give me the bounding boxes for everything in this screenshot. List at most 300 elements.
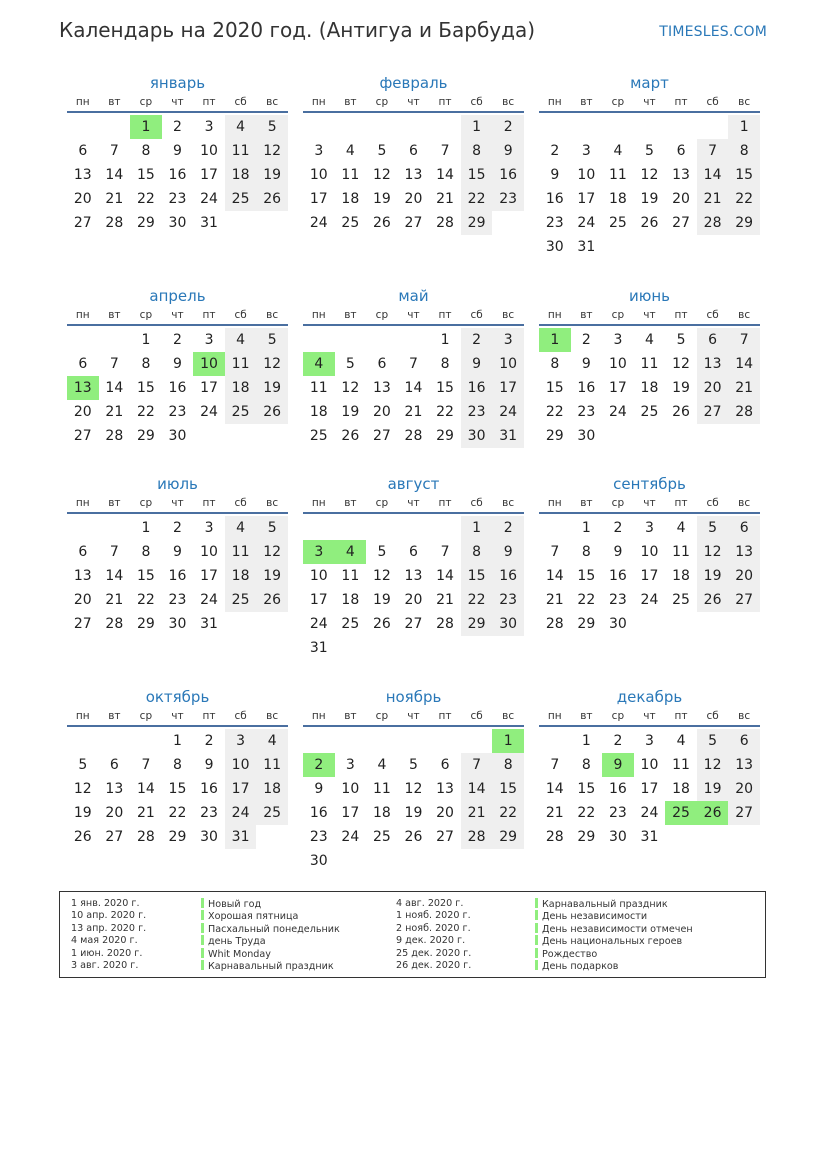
day-cell: 18 [225, 376, 257, 400]
day-cell: 9 [492, 139, 524, 163]
legend-date: 10 апр. 2020 г. [71, 910, 147, 922]
day-cell: 24 [640, 805, 659, 821]
day-cell: 20 [672, 191, 690, 207]
empty-cell [99, 516, 131, 540]
weekday-header [67, 495, 288, 514]
day-cell: 19 [372, 592, 391, 608]
weekday-label: ср [139, 309, 153, 321]
weekday-label: сб [234, 497, 247, 509]
legend-holiday [201, 898, 340, 910]
month-name: июнь [628, 287, 671, 305]
legend-date: 3 авг. 2020 г. [71, 959, 139, 971]
day-cell: 20 [73, 191, 92, 207]
weekday-label: ср [375, 497, 389, 509]
day-cell: 12 [372, 568, 391, 584]
day-cell: 12 [640, 167, 659, 183]
weekday-label: ср [611, 710, 625, 722]
day-cell: 23 [492, 187, 524, 211]
day-cell: 2 [492, 115, 524, 139]
weekday-label: сб [706, 497, 719, 509]
day-cell: 9 [314, 781, 324, 797]
weekday-label: пт [438, 96, 452, 108]
empty-cell [303, 516, 335, 540]
day-cell: 29 [461, 211, 493, 235]
day-cell: 16 [577, 380, 596, 396]
day-cell: 26 [372, 616, 391, 632]
holiday-marker [535, 960, 538, 970]
day-cell: 4 [377, 757, 387, 773]
day-cell: 11 [672, 757, 690, 773]
weekday-label: ср [139, 497, 153, 509]
weekday-header [539, 94, 760, 113]
month-6 [67, 473, 288, 636]
weekday-label: ср [611, 309, 625, 321]
day-cell: 8 [173, 757, 182, 773]
day-cell: 29 [136, 428, 155, 444]
weekday-label: ср [611, 96, 625, 108]
day-cell: 7 [440, 143, 450, 159]
day-cell: 8 [581, 544, 591, 560]
day-cell: 29 [577, 829, 596, 845]
legend-holiday [535, 935, 693, 947]
empty-cell [571, 115, 603, 139]
day-cell: 29 [436, 428, 454, 444]
day-cell: 3 [645, 733, 654, 749]
day-cell: 11 [608, 167, 627, 183]
weekday-label: пт [202, 96, 216, 108]
day-cell: 10 [341, 781, 360, 797]
weekday-label: ср [375, 710, 389, 722]
day-cell: 17 [608, 380, 627, 396]
day-cell: 22 [461, 588, 493, 612]
day-cell: 22 [136, 404, 155, 420]
day-cell: 9 [492, 540, 524, 564]
weekday-label: пт [202, 497, 216, 509]
holiday-day: 9 [602, 753, 634, 777]
day-cell: 6 [78, 356, 88, 372]
day-cell: 10 [309, 568, 328, 584]
empty-cell [67, 729, 99, 753]
weekday-label: вт [108, 309, 121, 321]
day-cell: 22 [545, 404, 564, 420]
day-cell: 13 [436, 781, 454, 797]
weekday-label: чт [171, 497, 184, 509]
day-cell: 21 [436, 592, 454, 608]
day-cell: 20 [404, 592, 423, 608]
day-cell: 27 [672, 215, 690, 231]
day-cell: 7 [550, 757, 560, 773]
holiday-day: 10 [193, 352, 225, 376]
day-cell: 30 [309, 853, 328, 869]
weekday-label: вт [580, 309, 593, 321]
day-cell: 18 [672, 568, 690, 584]
page-title: Календарь на 2020 год. (Антигуа и Барбуда) [59, 18, 536, 42]
day-cell: 21 [697, 187, 729, 211]
day-cell: 21 [136, 805, 155, 821]
day-cell: 3 [225, 729, 257, 753]
day-cell: 25 [341, 616, 360, 632]
weekday-label: чт [171, 96, 184, 108]
empty-cell [602, 115, 634, 139]
day-cell: 24 [225, 801, 257, 825]
site-link[interactable]: TIMESLES.COM [659, 24, 767, 40]
legend-holiday-name: День независимости [542, 911, 648, 923]
day-cell: 10 [200, 544, 218, 560]
day-cell: 31 [200, 215, 218, 231]
legend-holiday-name: день Труда [208, 936, 266, 948]
day-cell: 14 [545, 568, 564, 584]
holiday-day: 4 [303, 352, 335, 376]
day-cell: 14 [105, 167, 124, 183]
day-cell: 25 [341, 215, 360, 231]
day-cell: 29 [136, 616, 155, 632]
days-grid [539, 115, 760, 259]
day-cell: 11 [256, 753, 288, 777]
day-cell: 27 [728, 801, 760, 825]
empty-cell [366, 328, 398, 352]
day-cell: 6 [109, 757, 119, 773]
day-cell: 7 [461, 753, 493, 777]
day-cell: 19 [256, 376, 288, 400]
day-cell: 26 [404, 829, 423, 845]
weekday-label: вт [108, 710, 121, 722]
day-cell: 25 [225, 187, 257, 211]
day-cell: 7 [550, 544, 560, 560]
weekday-label: сб [470, 309, 483, 321]
legend-holiday [201, 935, 340, 947]
weekday-label: пн [547, 497, 562, 509]
day-cell: 28 [461, 825, 493, 849]
weekday-label: вс [738, 710, 751, 722]
day-cell: 25 [309, 428, 328, 444]
day-cell: 20 [728, 564, 760, 588]
day-cell: 19 [404, 805, 423, 821]
day-cell: 17 [577, 191, 596, 207]
legend-right-dates [396, 898, 471, 972]
weekday-label: ср [611, 497, 625, 509]
empty-cell [99, 729, 131, 753]
days-grid [303, 516, 524, 660]
legend-holiday [535, 923, 693, 935]
weekday-label: сб [234, 96, 247, 108]
day-cell: 30 [461, 424, 493, 448]
empty-cell [130, 729, 162, 753]
day-cell: 2 [461, 328, 493, 352]
weekday-label: пт [438, 309, 452, 321]
weekday-label: сб [706, 309, 719, 321]
day-cell: 14 [461, 777, 493, 801]
day-cell: 5 [377, 143, 387, 159]
weekday-label: чт [407, 96, 420, 108]
empty-cell [366, 115, 398, 139]
day-cell: 3 [581, 143, 591, 159]
weekday-label: пт [202, 309, 216, 321]
legend-holiday [201, 910, 340, 922]
legend-holiday [535, 960, 693, 972]
day-cell: 11 [225, 540, 257, 564]
day-cell: 14 [105, 380, 124, 396]
day-cell: 19 [640, 191, 659, 207]
weekday-header [67, 307, 288, 326]
day-cell: 29 [545, 428, 564, 444]
weekday-label: пн [75, 309, 90, 321]
day-cell: 17 [309, 191, 328, 207]
day-cell: 2 [613, 733, 623, 749]
day-cell: 1 [461, 516, 493, 540]
holiday-marker [201, 948, 204, 958]
weekday-label: пн [547, 710, 562, 722]
day-cell: 21 [461, 801, 493, 825]
day-cell: 8 [461, 139, 493, 163]
weekday-label: вс [502, 497, 515, 509]
day-cell: 17 [309, 592, 328, 608]
day-cell: 1 [581, 733, 591, 749]
day-cell: 5 [345, 356, 355, 372]
day-cell: 25 [640, 404, 659, 420]
day-cell: 18 [672, 781, 690, 797]
day-cell: 20 [697, 376, 729, 400]
day-cell: 19 [697, 564, 729, 588]
weekday-label: сб [706, 96, 719, 108]
day-cell: 12 [256, 540, 288, 564]
day-cell: 24 [341, 829, 360, 845]
day-cell: 27 [404, 616, 423, 632]
weekday-label: сб [470, 96, 483, 108]
day-cell: 28 [545, 616, 564, 632]
day-cell: 21 [404, 404, 423, 420]
day-cell: 15 [436, 380, 454, 396]
day-cell: 2 [173, 332, 182, 348]
weekday-header [67, 708, 288, 727]
day-cell: 31 [200, 616, 218, 632]
weekday-label: чт [407, 497, 420, 509]
day-cell: 5 [256, 115, 288, 139]
days-grid [539, 328, 760, 448]
weekday-label: вт [580, 96, 593, 108]
empty-cell [398, 516, 430, 540]
day-cell: 6 [697, 328, 729, 352]
holiday-marker [201, 935, 204, 945]
day-cell: 9 [613, 544, 623, 560]
day-cell: 10 [225, 753, 257, 777]
day-cell: 6 [78, 143, 88, 159]
day-cell: 27 [436, 829, 454, 845]
day-cell: 2 [550, 143, 560, 159]
day-cell: 14 [136, 781, 155, 797]
day-cell: 1 [173, 733, 182, 749]
day-cell: 29 [728, 211, 760, 235]
day-cell: 11 [225, 139, 257, 163]
weekday-label: вт [344, 309, 357, 321]
empty-cell [303, 115, 335, 139]
day-cell: 15 [577, 568, 596, 584]
empty-cell [335, 115, 367, 139]
holiday-marker [535, 910, 538, 920]
weekday-label: вт [108, 497, 121, 509]
day-cell: 15 [461, 564, 493, 588]
day-cell: 8 [141, 356, 151, 372]
weekday-label: чт [171, 309, 184, 321]
day-cell: 18 [225, 163, 257, 187]
weekday-label: вс [738, 309, 751, 321]
day-cell: 26 [372, 215, 391, 231]
empty-cell [429, 516, 461, 540]
day-cell: 4 [676, 520, 686, 536]
day-cell: 20 [436, 805, 454, 821]
day-cell: 5 [409, 757, 418, 773]
day-cell: 8 [461, 540, 493, 564]
day-cell: 16 [461, 376, 493, 400]
weekday-label: пт [674, 309, 688, 321]
day-cell: 15 [577, 781, 596, 797]
empty-cell [665, 115, 697, 139]
day-cell: 28 [697, 211, 729, 235]
empty-cell [335, 729, 367, 753]
holiday-marker [201, 910, 204, 920]
day-cell: 7 [409, 356, 418, 372]
day-cell: 14 [436, 167, 454, 183]
day-cell: 10 [492, 352, 524, 376]
weekday-header [303, 307, 524, 326]
weekday-label: вс [738, 497, 751, 509]
weekday-label: вт [108, 96, 121, 108]
weekday-label: чт [407, 710, 420, 722]
day-cell: 16 [545, 191, 564, 207]
weekday-label: вс [266, 96, 279, 108]
day-cell: 11 [672, 544, 690, 560]
day-cell: 30 [608, 616, 627, 632]
weekday-label: пн [311, 309, 326, 321]
weekday-label: пт [674, 497, 688, 509]
day-cell: 9 [173, 143, 182, 159]
weekday-label: вт [580, 497, 593, 509]
day-cell: 24 [577, 215, 596, 231]
holiday-day: 1 [539, 328, 571, 352]
day-cell: 21 [105, 191, 124, 207]
day-cell: 21 [105, 404, 124, 420]
legend-left-names [201, 898, 340, 972]
day-cell: 19 [73, 805, 92, 821]
day-cell: 5 [697, 516, 729, 540]
holiday-marker [535, 948, 538, 958]
weekday-header [539, 708, 760, 727]
empty-cell [335, 516, 367, 540]
month-name: ноябрь [385, 688, 442, 706]
weekday-label: вс [502, 309, 515, 321]
day-cell: 1 [461, 115, 493, 139]
weekday-label: пн [75, 497, 90, 509]
empty-cell [539, 516, 571, 540]
day-cell: 27 [697, 400, 729, 424]
day-cell: 24 [200, 404, 218, 420]
holiday-legend [59, 891, 766, 978]
day-cell: 18 [341, 191, 360, 207]
day-cell: 30 [608, 829, 627, 845]
month-7 [303, 473, 524, 660]
day-cell: 22 [728, 187, 760, 211]
month-1 [303, 72, 524, 235]
weekday-label: чт [407, 309, 420, 321]
weekday-label: пт [674, 96, 688, 108]
weekday-header [539, 307, 760, 326]
day-cell: 2 [613, 520, 623, 536]
day-cell: 9 [581, 356, 591, 372]
day-cell: 24 [640, 592, 659, 608]
weekday-label: чт [643, 497, 656, 509]
empty-cell [67, 516, 99, 540]
day-cell: 9 [550, 167, 560, 183]
day-cell: 31 [225, 825, 257, 849]
weekday-label: вт [344, 710, 357, 722]
day-cell: 8 [550, 356, 560, 372]
day-cell: 19 [341, 404, 360, 420]
day-cell: 30 [200, 829, 218, 845]
day-cell: 4 [225, 328, 257, 352]
day-cell: 4 [345, 143, 355, 159]
day-cell: 25 [672, 592, 690, 608]
legend-date: 9 дек. 2020 г. [396, 935, 466, 947]
days-grid [67, 729, 288, 849]
legend-holiday-name: День независимости отмечен [542, 923, 693, 935]
day-cell: 4 [225, 115, 257, 139]
day-cell: 27 [73, 616, 92, 632]
day-cell: 18 [341, 592, 360, 608]
month-name: июль [157, 475, 198, 493]
day-cell: 6 [78, 544, 88, 560]
day-cell: 19 [697, 777, 729, 801]
day-cell: 20 [73, 404, 92, 420]
day-cell: 12 [697, 540, 729, 564]
legend-date: 4 авг. 2020 г. [396, 898, 464, 909]
day-cell: 17 [341, 805, 360, 821]
day-cell: 15 [136, 167, 155, 183]
holiday-day: 1 [130, 115, 162, 139]
day-cell: 26 [256, 400, 288, 424]
day-cell: 13 [73, 568, 92, 584]
day-cell: 22 [168, 805, 187, 821]
day-cell: 26 [672, 404, 690, 420]
legend-date: 2 нояб. 2020 г. [396, 922, 471, 934]
day-cell: 10 [640, 757, 659, 773]
day-cell: 14 [728, 352, 760, 376]
day-cell: 23 [577, 404, 596, 420]
day-cell: 12 [73, 781, 92, 797]
weekday-header [303, 495, 524, 514]
days-grid [539, 729, 760, 849]
day-cell: 13 [404, 167, 423, 183]
day-cell: 19 [256, 564, 288, 588]
day-cell: 25 [225, 588, 257, 612]
day-cell: 28 [436, 215, 454, 231]
weekday-label: чт [643, 309, 656, 321]
weekday-label: сб [706, 710, 719, 722]
empty-cell [398, 328, 430, 352]
day-cell: 15 [461, 163, 493, 187]
legend-holiday [535, 948, 693, 960]
day-cell: 23 [200, 805, 218, 821]
day-cell: 24 [309, 215, 328, 231]
holiday-day: 25 [665, 801, 697, 825]
day-cell: 3 [645, 520, 654, 536]
weekday-label: пт [674, 710, 688, 722]
day-cell: 11 [341, 568, 360, 584]
month-2 [539, 72, 760, 259]
day-cell: 23 [168, 404, 187, 420]
day-cell: 11 [225, 352, 257, 376]
day-cell: 23 [309, 829, 328, 845]
day-cell: 4 [225, 516, 257, 540]
day-cell: 31 [577, 239, 596, 255]
